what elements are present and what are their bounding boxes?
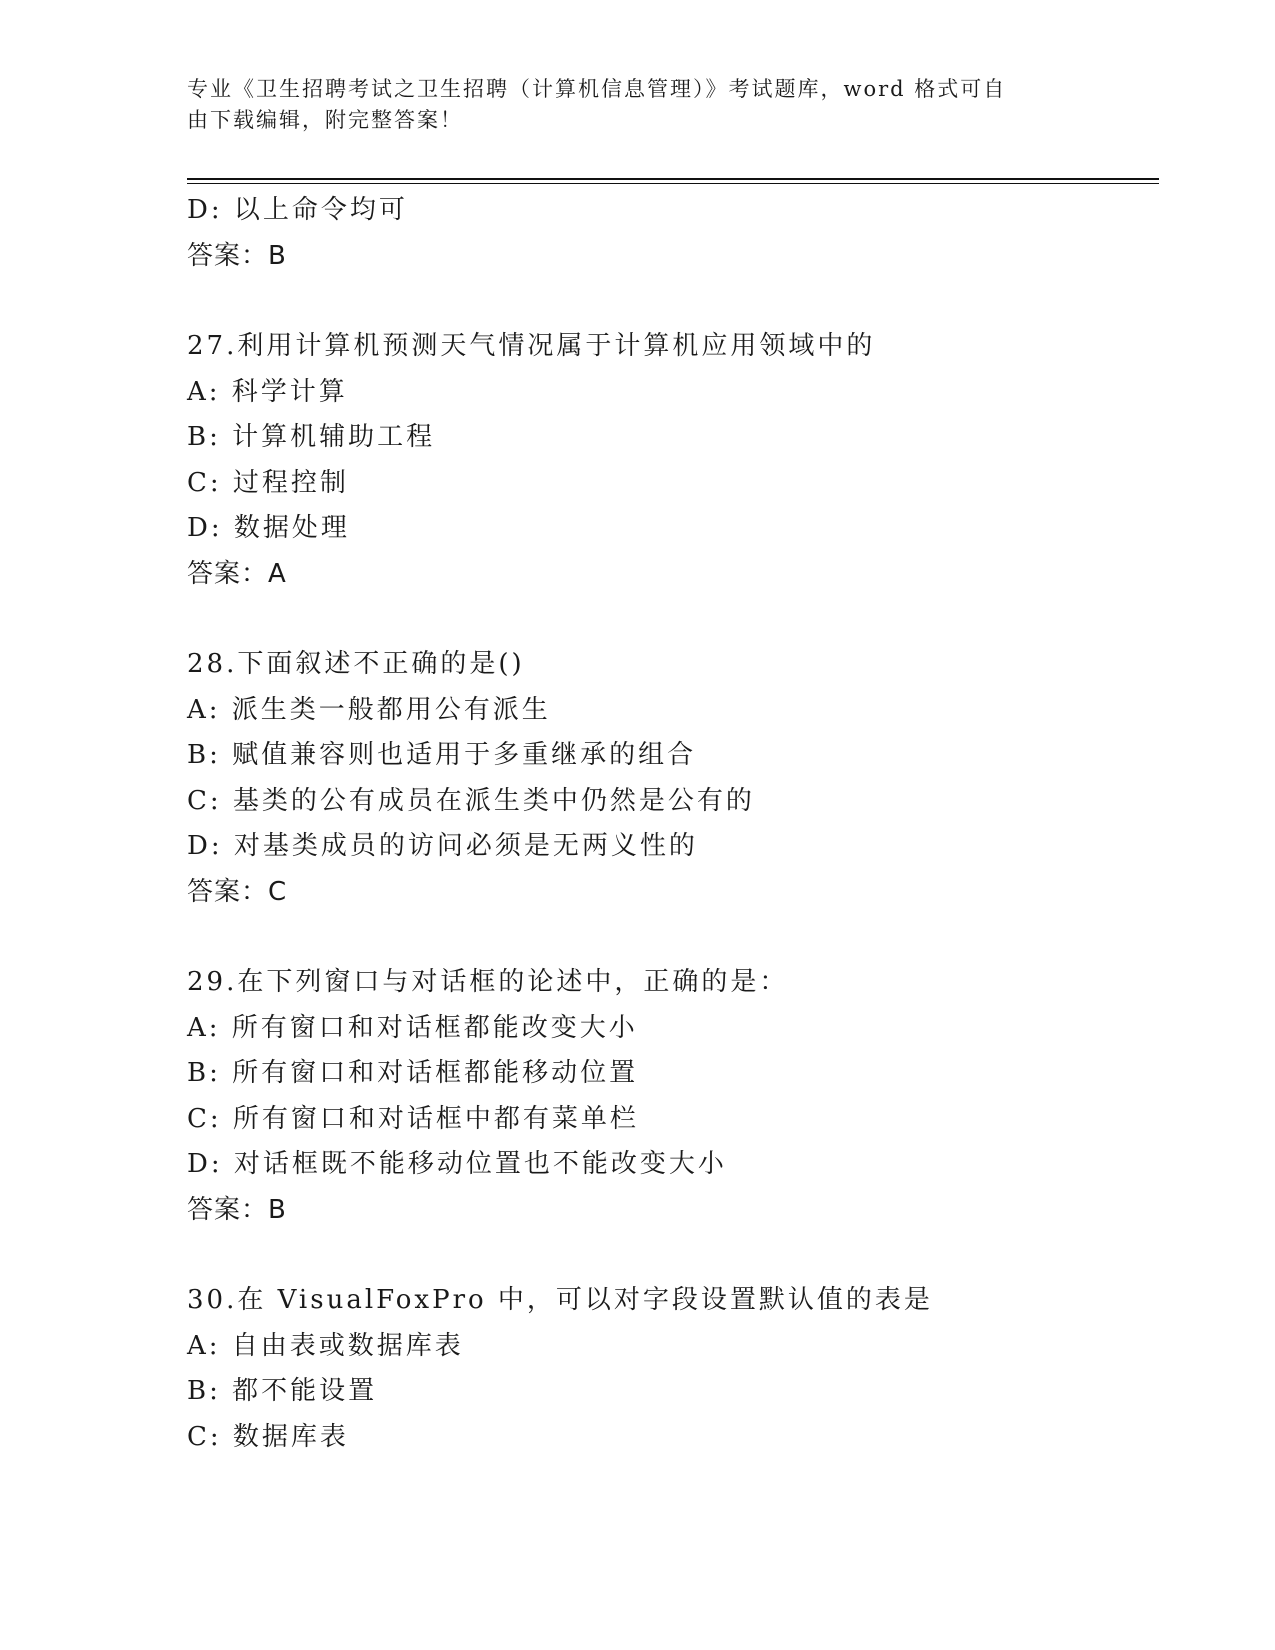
option-b: B: 都不能设置 (187, 1376, 378, 1406)
answer: 答案：C (187, 876, 288, 907)
header-divider-thin (187, 183, 1159, 184)
option-c: C: 数据库表 (187, 1421, 349, 1452)
option-d: D: 对基类成员的访问必须是无两义性的 (187, 831, 698, 861)
option-b: B: 所有窗口和对话框都能移动位置 (187, 1058, 639, 1088)
answer: 答案：B (187, 1194, 287, 1225)
question-stem: 30.在 VisualFoxPro 中，可以对字段设置默认值的表是 (187, 1285, 933, 1315)
header-line-2: 由下载编辑，附完整答案！ (187, 108, 463, 132)
spacer (187, 1233, 1167, 1278)
option-d: D: 对话框既不能移动位置也不能改变大小 (187, 1149, 727, 1179)
option-c: C: 过程控制 (187, 467, 349, 498)
question-30 (187, 1278, 1167, 1460)
header-line-1: 专业《卫生招聘考试之卫生招聘（计算机信息管理）》考试题库，word 格式可自 (187, 77, 1007, 101)
spacer (187, 597, 1167, 642)
question-27 (187, 324, 1167, 597)
option-a: A: 科学计算 (187, 376, 348, 407)
question-28 (187, 642, 1167, 915)
option-a: A: 派生类一般都用公有派生 (187, 694, 551, 725)
question-list (187, 188, 1167, 1460)
question-29 (187, 960, 1167, 1233)
prev-answer: 答案：B (187, 240, 287, 271)
spacer (187, 915, 1167, 960)
option-c: C: 基类的公有成员在派生类中仍然是公有的 (187, 785, 755, 816)
question-stem: 28.下面叙述不正确的是() (187, 649, 525, 679)
spacer (187, 279, 1167, 324)
option-a: A: 所有窗口和对话框都能改变大小 (187, 1012, 638, 1043)
option-b: B: 计算机辅助工程 (187, 422, 436, 452)
header-divider (187, 178, 1159, 180)
option-b: B: 赋值兼容则也适用于多重继承的组合 (187, 740, 697, 770)
document-header (187, 74, 1087, 136)
answer: 答案：A (187, 558, 287, 589)
prev-option-d: D: 以上命令均可 (187, 195, 408, 225)
option-d: D: 数据处理 (187, 513, 350, 543)
question-stem: 29.在下列窗口与对话框的论述中，正确的是： (187, 967, 789, 997)
option-a: A: 自由表或数据库表 (187, 1330, 464, 1361)
option-c: C: 所有窗口和对话框中都有菜单栏 (187, 1103, 639, 1134)
question-stem: 27.利用计算机预测天气情况属于计算机应用领域中的 (187, 331, 876, 361)
